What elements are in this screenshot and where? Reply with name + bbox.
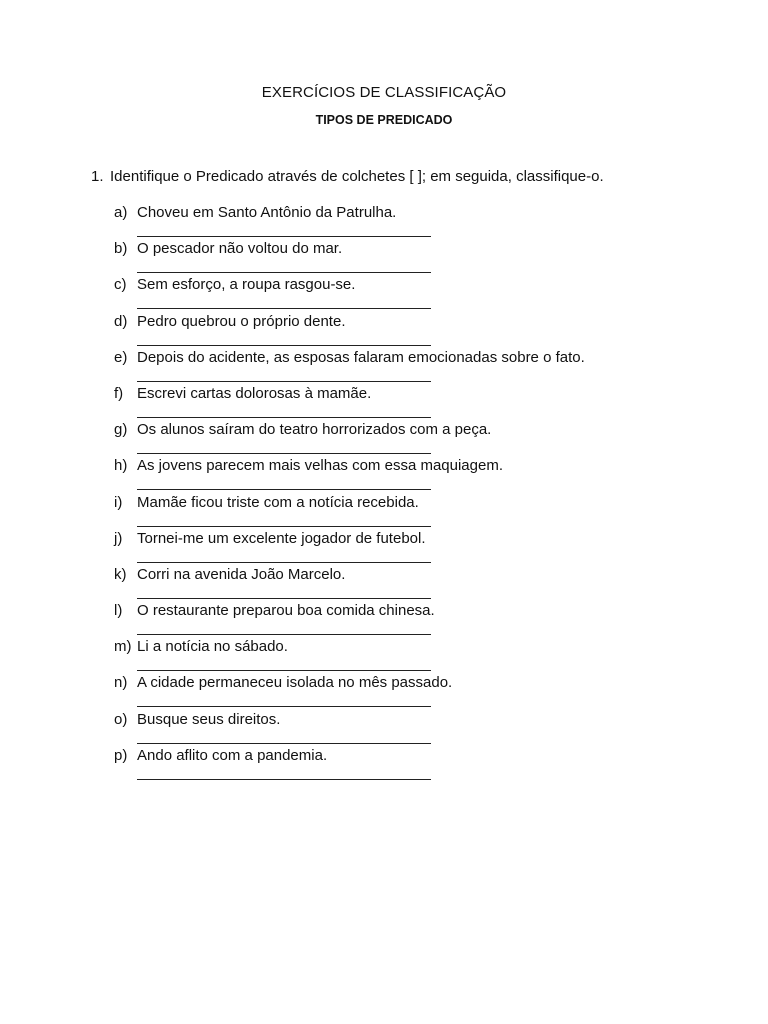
answer-blank-line[interactable] xyxy=(137,345,431,346)
answer-blank-line[interactable] xyxy=(137,381,431,382)
item-sentence: O pescador não voltou do mar. xyxy=(137,240,343,258)
item-sentence: Os alunos saíram do teatro horrorizados com a peça. xyxy=(137,421,492,439)
item-letter: d) xyxy=(114,312,128,330)
item-letter: c) xyxy=(114,276,127,294)
exercise-item xyxy=(114,747,734,783)
item-letter: i) xyxy=(114,493,123,511)
item-sentence: Busque seus direitos. xyxy=(137,710,281,728)
item-letter: k) xyxy=(114,565,127,583)
answer-blank-line[interactable] xyxy=(137,453,431,454)
exercise-item xyxy=(114,674,734,710)
item-sentence: Sem esforço, a roupa rasgou-se. xyxy=(137,276,356,294)
answer-blank-line[interactable] xyxy=(137,526,431,527)
exercise-item xyxy=(114,421,734,457)
answer-blank-line[interactable] xyxy=(137,417,431,418)
item-sentence: Ando aflito com a pandemia. xyxy=(137,746,328,764)
item-letter: a) xyxy=(114,204,128,221)
exercise-item xyxy=(114,602,734,638)
item-sentence: Choveu em Santo Antônio da Patrulha. xyxy=(137,204,397,221)
exercise-item xyxy=(114,457,734,493)
item-letter: f) xyxy=(114,384,124,402)
item-letter: e) xyxy=(114,348,128,366)
exercise-item xyxy=(114,313,734,349)
question-text: Identifique o Predicado através de colchetes [ ]; em seguida, classifique-o. xyxy=(110,168,604,185)
item-letter: p) xyxy=(114,746,128,764)
item-sentence: Mamãe ficou triste com a notícia recebida. xyxy=(137,493,419,511)
answer-blank-line[interactable] xyxy=(137,743,431,744)
exercise-item xyxy=(114,530,734,566)
item-sentence: Depois do acidente, as esposas falaram emocionadas sobre o fato. xyxy=(137,348,585,366)
answer-blank-line[interactable] xyxy=(137,706,431,707)
exercise-list xyxy=(114,204,734,783)
exercise-item xyxy=(114,566,734,602)
answer-blank-line[interactable] xyxy=(137,308,431,309)
page-subtitle: TIPOS DE PREDICADO xyxy=(315,113,453,127)
item-letter: l) xyxy=(114,602,123,620)
question-1 xyxy=(91,168,604,185)
answer-blank-line[interactable] xyxy=(137,236,431,237)
exercise-item xyxy=(114,385,734,421)
item-letter: o) xyxy=(114,710,128,728)
answer-blank-line[interactable] xyxy=(137,670,431,671)
question-number: 1. xyxy=(91,168,104,185)
answer-blank-line[interactable] xyxy=(137,634,431,635)
item-sentence: Tornei-me um excelente jogador de futebol. xyxy=(137,529,426,547)
item-sentence: As jovens parecem mais velhas com essa maquiagem. xyxy=(137,457,503,475)
answer-blank-line[interactable] xyxy=(137,489,431,490)
item-sentence: Pedro quebrou o próprio dente. xyxy=(137,312,346,330)
answer-blank-line[interactable] xyxy=(137,272,431,273)
item-sentence: Escrevi cartas dolorosas à mamãe. xyxy=(137,384,372,402)
answer-blank-line[interactable] xyxy=(137,562,431,563)
item-sentence: A cidade permaneceu isolada no mês passado. xyxy=(137,674,453,692)
item-letter: b) xyxy=(114,240,128,258)
exercise-item xyxy=(114,240,734,276)
item-sentence: Li a notícia no sábado. xyxy=(137,638,288,656)
exercise-item xyxy=(114,638,734,674)
item-letter: g) xyxy=(114,421,128,439)
answer-blank-line[interactable] xyxy=(137,598,431,599)
item-letter: m) xyxy=(114,638,132,656)
exercise-item xyxy=(114,711,734,747)
item-letter: j) xyxy=(114,529,123,547)
page-title: EXERCÍCIOS DE CLASSIFICAÇÃO xyxy=(261,84,507,101)
exercise-item xyxy=(114,204,734,240)
exercise-item xyxy=(114,494,734,530)
item-sentence: O restaurante preparou boa comida chinesa. xyxy=(137,602,435,620)
exercise-item xyxy=(114,349,734,385)
answer-blank-line[interactable] xyxy=(137,779,431,780)
item-letter: h) xyxy=(114,457,128,475)
item-letter: n) xyxy=(114,674,128,692)
exercise-item xyxy=(114,276,734,312)
item-sentence: Corri na avenida João Marcelo. xyxy=(137,565,346,583)
